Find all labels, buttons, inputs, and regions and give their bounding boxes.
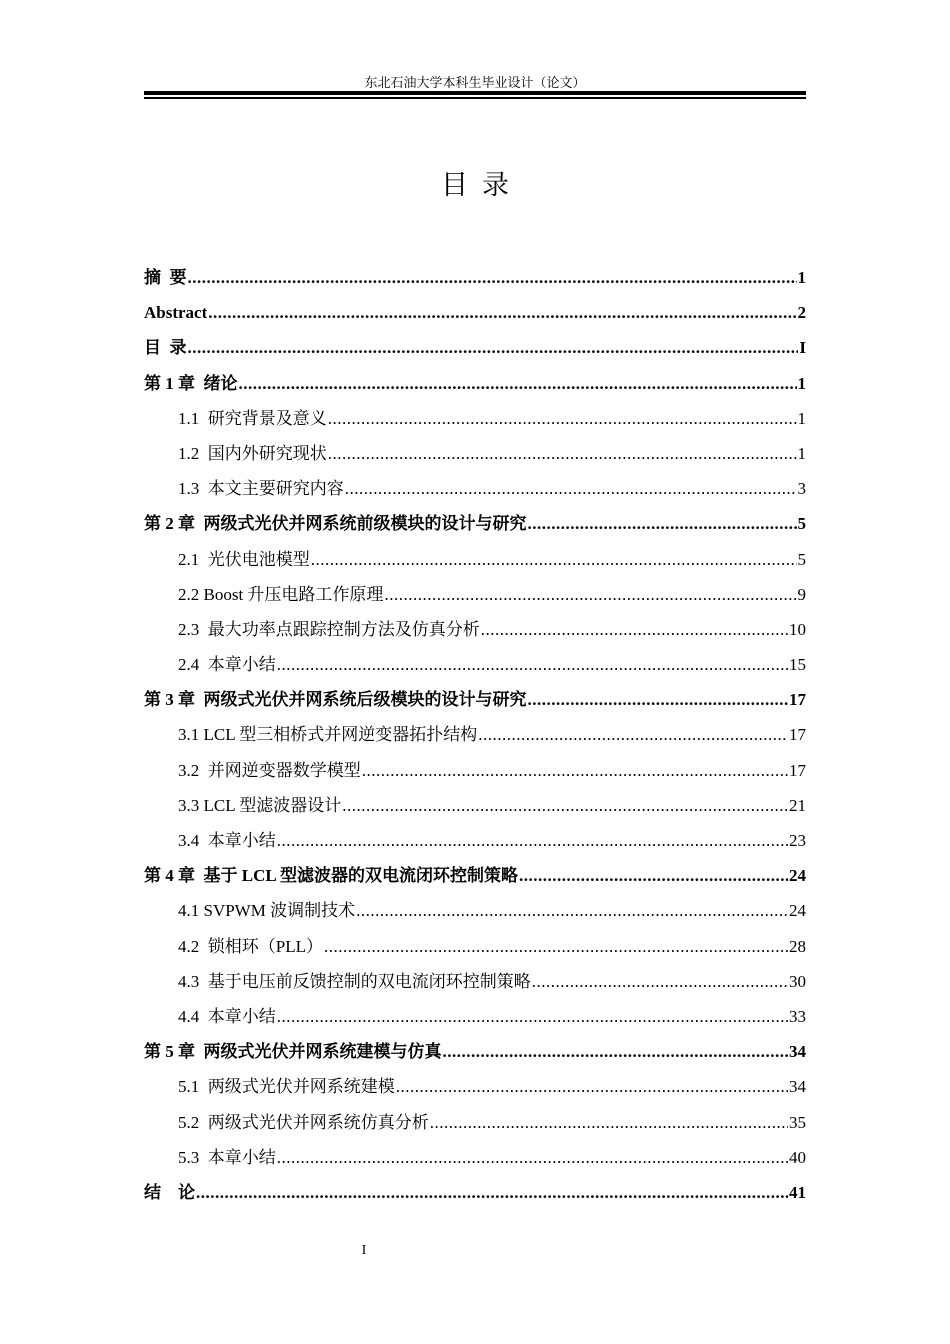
toc-chapter-entry[interactable] [144, 1034, 806, 1069]
toc-entry-page: 2 [797, 303, 806, 323]
toc-leader-dots [196, 1175, 788, 1210]
toc-entry-label: 1.3 本文主要研究内容 [178, 479, 344, 499]
toc-leader-dots [532, 964, 788, 999]
toc-entry-label: 目 录 [144, 338, 187, 358]
toc-entry-label: 2.1 光伏电池模型 [178, 549, 310, 569]
toc-entry-label: 第 3 章 两级式光伏并网系统后级模块的设计与研究 [144, 690, 527, 710]
toc-entry-page: 1 [797, 373, 806, 393]
toc-entry-label: 4.1 SVPWM 波调制技术 [178, 901, 356, 921]
toc-chapter-entry[interactable] [144, 682, 806, 717]
toc-leader-dots [345, 471, 797, 506]
toc-leader-dots [239, 366, 797, 401]
toc-leader-dots [430, 1105, 788, 1140]
toc-entry-label: 2.4 本章小结 [178, 655, 276, 675]
toc-section-entry[interactable] [144, 964, 806, 999]
toc-leader-dots [481, 612, 788, 647]
toc-leader-dots [324, 929, 788, 964]
toc-leader-dots [342, 788, 788, 823]
toc-chapter-entry[interactable] [144, 858, 806, 893]
toc-leader-dots [277, 1140, 788, 1175]
page-number: I [361, 1243, 367, 1258]
toc-section-entry[interactable] [144, 999, 806, 1034]
toc-entry-label: 4.2 锁相环（PLL） [178, 936, 323, 956]
table-of-contents [144, 260, 806, 1210]
toc-chapter-entry[interactable] [144, 1175, 806, 1210]
toc-entry-label: 摘 要 [144, 268, 187, 287]
toc-entry-page: 21 [789, 795, 806, 815]
toc-leader-dots [519, 858, 788, 893]
toc-entry-label: 3.3 LCL 型滤波器设计 [178, 795, 342, 815]
toc-entry-label: 4.4 本章小结 [178, 1006, 276, 1026]
toc-entry-page: 9 [797, 584, 806, 604]
toc-entry-page: 34 [789, 1042, 806, 1062]
toc-leader-dots [528, 506, 797, 541]
toc-entry-label: Abstract [144, 303, 208, 323]
header-rule-thin [144, 97, 806, 99]
toc-leader-dots [188, 330, 799, 365]
toc-entry-label: 2.2 Boost 升压电路工作原理 [178, 584, 384, 604]
toc-section-entry[interactable] [144, 823, 806, 858]
toc-chapter-entry[interactable] [144, 295, 806, 330]
toc-leader-dots [362, 753, 788, 788]
toc-section-entry[interactable] [144, 436, 806, 471]
toc-entry-page: 30 [789, 971, 806, 991]
toc-leader-dots [356, 893, 788, 928]
toc-entry-page: 15 [789, 655, 806, 675]
toc-entry-label: 4.3 基于电压前反馈控制的双电流闭环控制策略 [178, 971, 531, 991]
toc-entry-page: 23 [789, 831, 806, 850]
toc-entry-label: 3.1 LCL 型三相桥式并网逆变器拓扑结构 [178, 725, 478, 745]
toc-leader-dots [384, 577, 796, 612]
toc-section-entry[interactable] [144, 1069, 806, 1104]
toc-entry-label: 3.2 并网逆变器数学模型 [178, 760, 361, 780]
toc-section-entry[interactable] [144, 612, 806, 647]
toc-chapter-entry[interactable] [144, 260, 806, 295]
toc-section-entry[interactable] [144, 647, 806, 682]
toc-entry-page: 40 [789, 1147, 806, 1167]
toc-leader-dots [311, 542, 797, 577]
toc-entry-page: 28 [789, 936, 806, 956]
running-header: 东北石油大学本科生毕业设计（论文） [364, 76, 586, 91]
toc-entry-page: 17 [789, 760, 806, 780]
toc-entry-label: 第 5 章 两级式光伏并网系统建模与仿真 [144, 1042, 442, 1062]
toc-section-entry[interactable] [144, 401, 806, 436]
toc-leader-dots [478, 717, 788, 752]
toc-chapter-entry[interactable] [144, 330, 806, 365]
toc-entry-page: 1 [797, 268, 806, 287]
toc-leader-dots [396, 1069, 788, 1104]
toc-entry-label: 第 1 章 绪论 [144, 373, 238, 393]
toc-entry-page: 1 [797, 408, 806, 428]
toc-entry-page: 5 [797, 514, 806, 534]
toc-entry-label: 3.4 本章小结 [178, 831, 276, 850]
toc-entry-page: 41 [789, 1182, 806, 1202]
toc-section-entry[interactable] [144, 929, 806, 964]
toc-leader-dots [443, 1034, 789, 1069]
toc-leader-dots [277, 823, 788, 858]
page-title: 目录 [441, 170, 523, 201]
toc-entry-page: 10 [789, 619, 806, 639]
toc-entry-page: 17 [789, 690, 806, 710]
toc-section-entry[interactable] [144, 471, 806, 506]
toc-section-entry[interactable] [144, 542, 806, 577]
toc-section-entry[interactable] [144, 717, 806, 752]
toc-entry-label: 第 2 章 两级式光伏并网系统前级模块的设计与研究 [144, 514, 527, 534]
toc-entry-page: 33 [789, 1006, 806, 1026]
header-rule-thick [144, 91, 806, 95]
toc-entry-label: 结 论 [144, 1182, 195, 1202]
toc-entry-page: I [799, 338, 806, 358]
toc-section-entry[interactable] [144, 1105, 806, 1140]
toc-entry-page: 35 [789, 1112, 806, 1132]
toc-entry-page: 1 [797, 443, 806, 463]
toc-section-entry[interactable] [144, 753, 806, 788]
toc-entry-page: 17 [789, 725, 806, 745]
toc-entry-label: 2.3 最大功率点跟踪控制方法及仿真分析 [178, 619, 480, 639]
toc-leader-dots [277, 999, 788, 1034]
toc-entry-page: 34 [789, 1077, 806, 1097]
toc-entry-label: 1.2 国内外研究现状 [178, 443, 327, 463]
toc-entry-label: 第 4 章 基于 LCL 型滤波器的双电流闭环控制策略 [144, 866, 519, 886]
toc-section-entry[interactable] [144, 788, 806, 823]
toc-leader-dots [328, 401, 797, 436]
toc-leader-dots [188, 260, 797, 295]
toc-entry-label: 5.1 两级式光伏并网系统建模 [178, 1077, 395, 1097]
toc-entry-page: 24 [789, 866, 806, 886]
toc-chapter-entry[interactable] [144, 366, 806, 401]
toc-leader-dots [208, 295, 796, 330]
toc-entry-label: 5.2 两级式光伏并网系统仿真分析 [178, 1112, 429, 1132]
toc-entry-page: 5 [797, 549, 806, 569]
toc-section-entry[interactable] [144, 893, 806, 928]
toc-chapter-entry[interactable] [144, 506, 806, 541]
toc-entry-label: 1.1 研究背景及意义 [178, 408, 327, 428]
toc-section-entry[interactable] [144, 1140, 806, 1175]
toc-entry-page: 24 [789, 901, 806, 921]
toc-entry-page: 3 [797, 479, 806, 499]
toc-leader-dots [328, 436, 797, 471]
toc-section-entry[interactable] [144, 577, 806, 612]
toc-leader-dots [277, 647, 788, 682]
toc-leader-dots [528, 682, 789, 717]
toc-entry-label: 5.3 本章小结 [178, 1147, 276, 1167]
